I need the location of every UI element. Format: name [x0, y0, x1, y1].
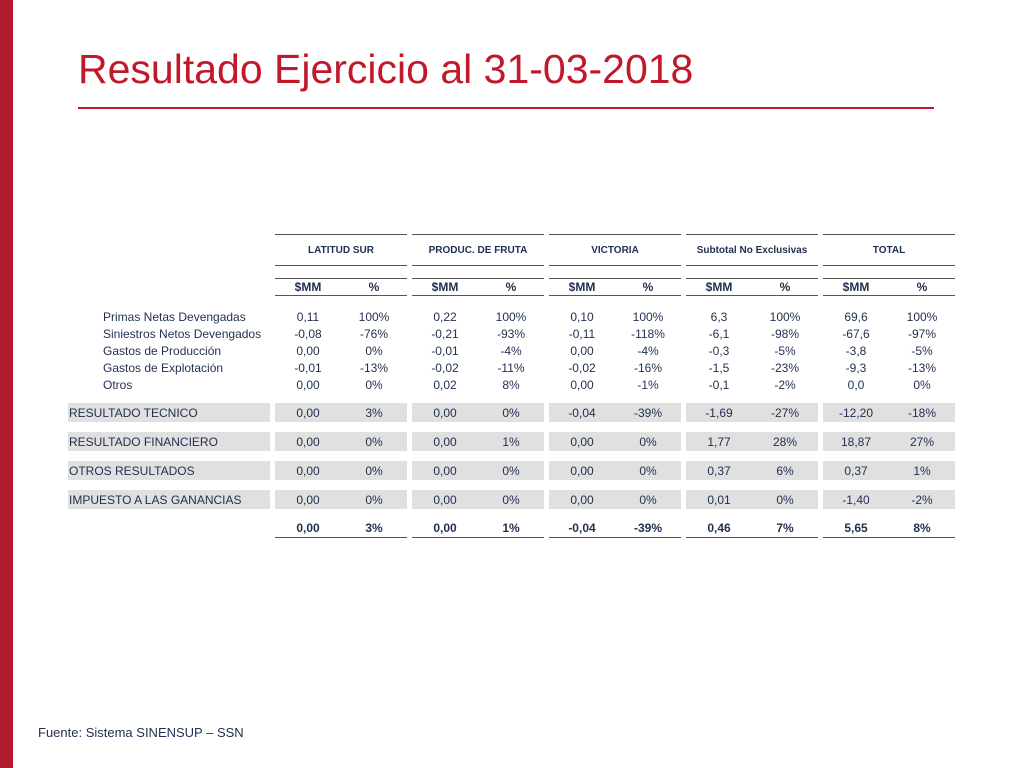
value-pct: 0% — [776, 492, 794, 507]
value-pct: -5% — [911, 343, 933, 358]
value-pct: 100% — [358, 309, 390, 324]
value-pct: -39% — [633, 520, 662, 535]
value-mm: -0,08 — [294, 326, 322, 341]
value-pct: 0% — [639, 492, 657, 507]
value-pct: 3% — [365, 405, 383, 420]
value-mm: 0,22 — [433, 309, 457, 324]
row-label: Gastos de Explotación — [103, 360, 224, 375]
value-mm: 6,3 — [710, 309, 728, 324]
value-pct: -18% — [907, 405, 936, 420]
summary-row — [68, 490, 958, 509]
group-header-victoria: VICTORIA — [549, 234, 681, 266]
value-mm: -0,11 — [568, 326, 596, 341]
value-pct: 0% — [639, 463, 657, 478]
value-mm: 0,00 — [296, 520, 320, 535]
value-pct: 8% — [913, 520, 931, 535]
row-label: Primas Netas Devengadas — [103, 309, 246, 324]
value-mm: 0,00 — [433, 463, 457, 478]
value-mm: 0,11 — [296, 309, 320, 324]
value-mm: 0,46 — [707, 520, 731, 535]
value-mm: 1,77 — [707, 434, 731, 449]
value-pct: 0% — [913, 377, 931, 392]
value-mm: 0,00 — [433, 434, 457, 449]
value-pct: 100% — [495, 309, 527, 324]
value-mm: -1,5 — [708, 360, 730, 375]
unit-pct: % — [916, 280, 928, 294]
detail-row — [68, 325, 958, 342]
value-pct: 28% — [772, 434, 798, 449]
value-mm: -3,8 — [845, 343, 867, 358]
row-label: Gastos de Producción — [103, 343, 222, 358]
row-label — [68, 518, 270, 538]
value-pct: -4% — [637, 343, 659, 358]
value-pct: -76% — [359, 326, 388, 341]
row-label: OTROS RESULTADOS — [68, 461, 270, 480]
value-pct: 0% — [502, 463, 520, 478]
row-label: RESULTADO TECNICO — [68, 403, 270, 422]
value-mm: 0,00 — [296, 405, 320, 420]
value-pct: -98% — [770, 326, 799, 341]
value-mm: 0,00 — [570, 377, 594, 392]
value-mm: 0,00 — [296, 343, 320, 358]
value-mm: 0,00 — [433, 492, 457, 507]
value-mm: 0,01 — [707, 492, 731, 507]
summary-row — [68, 461, 958, 480]
value-mm: 0,00 — [570, 434, 594, 449]
unit-mm: $MM — [705, 280, 733, 294]
value-pct: 0% — [502, 405, 520, 420]
unit-pct: % — [642, 280, 654, 294]
value-pct: 100% — [906, 309, 938, 324]
value-mm: -0,01 — [294, 360, 322, 375]
value-pct: -5% — [774, 343, 796, 358]
title-divider — [78, 107, 934, 109]
value-pct: -13% — [907, 360, 936, 375]
value-mm: 0,00 — [296, 492, 320, 507]
value-mm: -0,04 — [568, 405, 596, 420]
value-pct: -2% — [774, 377, 796, 392]
value-pct: 0% — [365, 377, 383, 392]
detail-row — [68, 308, 958, 325]
value-pct: 0% — [365, 463, 383, 478]
results-table — [68, 234, 958, 538]
value-mm: -0,02 — [431, 360, 459, 375]
value-pct: 100% — [632, 309, 664, 324]
value-pct: 0% — [365, 434, 383, 449]
unit-pct: % — [505, 280, 517, 294]
value-pct: 0% — [365, 343, 383, 358]
unit-mm: $MM — [568, 280, 596, 294]
detail-row — [68, 376, 958, 393]
value-mm: -0,3 — [708, 343, 730, 358]
value-mm: 0,0 — [847, 377, 865, 392]
group-header-subtotal: Subtotal No Exclusivas — [686, 234, 818, 266]
unit-pct: % — [368, 280, 380, 294]
value-mm: 0,00 — [296, 434, 320, 449]
unit-mm: $MM — [842, 280, 870, 294]
value-mm: 18,87 — [840, 434, 872, 449]
group-header-total: TOTAL — [823, 234, 955, 266]
value-mm: -6,1 — [708, 326, 730, 341]
summary-row — [68, 432, 958, 451]
group-header-produc-de-fruta: PRODUC. DE FRUTA — [412, 234, 544, 266]
summary-row — [68, 403, 958, 422]
value-mm: 0,00 — [433, 520, 457, 535]
value-pct: -93% — [496, 326, 525, 341]
value-mm: 0,00 — [570, 492, 594, 507]
value-pct: -23% — [770, 360, 799, 375]
value-mm: -12,20 — [838, 405, 874, 420]
value-mm: 0,00 — [296, 463, 320, 478]
value-pct: 100% — [769, 309, 801, 324]
value-pct: -39% — [633, 405, 662, 420]
unit-pct: % — [779, 280, 791, 294]
value-pct: -118% — [631, 326, 665, 341]
value-pct: -16% — [633, 360, 662, 375]
value-pct: 1% — [913, 463, 931, 478]
value-pct: 3% — [365, 520, 383, 535]
value-mm: 0,00 — [296, 377, 320, 392]
value-pct: -2% — [911, 492, 933, 507]
value-mm: 0,02 — [433, 377, 457, 392]
value-mm: -67,6 — [842, 326, 870, 341]
group-header-latitud-sur: LATITUD SUR — [275, 234, 407, 266]
row-label: Siniestros Netos Devengados — [103, 326, 262, 341]
value-mm: 0,00 — [433, 405, 457, 420]
value-pct: 0% — [639, 434, 657, 449]
value-mm: -0,1 — [708, 377, 730, 392]
value-pct: -4% — [500, 343, 522, 358]
detail-row — [68, 342, 958, 359]
value-pct: -97% — [907, 326, 936, 341]
value-pct: -1% — [637, 377, 659, 392]
value-mm: 5,65 — [844, 520, 868, 535]
value-mm: -0,04 — [568, 520, 596, 535]
value-mm: -1,69 — [705, 405, 733, 420]
value-pct: 27% — [909, 434, 935, 449]
row-label: RESULTADO FINANCIERO — [68, 432, 270, 451]
value-mm: -0,02 — [568, 360, 596, 375]
value-pct: 1% — [502, 520, 520, 535]
source-footer: Fuente: Sistema SINENSUP – SSN — [38, 725, 244, 740]
row-label: IMPUESTO A LAS GANANCIAS — [68, 490, 270, 509]
value-pct: 6% — [776, 463, 794, 478]
value-pct: -11% — [497, 360, 525, 375]
detail-row — [68, 359, 958, 376]
value-pct: -27% — [770, 405, 799, 420]
value-pct: -13% — [359, 360, 388, 375]
unit-mm: $MM — [431, 280, 459, 294]
value-mm: -0,01 — [431, 343, 459, 358]
total-row — [68, 518, 958, 538]
unit-mm: $MM — [294, 280, 322, 294]
value-mm: 0,00 — [570, 343, 594, 358]
value-mm: 0,37 — [844, 463, 868, 478]
value-mm: -1,40 — [842, 492, 870, 507]
units-header-row — [68, 278, 958, 296]
value-pct: 8% — [502, 377, 520, 392]
value-mm: 69,6 — [844, 309, 868, 324]
value-mm: -0,21 — [431, 326, 459, 341]
value-mm: 0,10 — [570, 309, 594, 324]
value-pct: 0% — [365, 492, 383, 507]
value-pct: 7% — [776, 520, 794, 535]
value-pct: 1% — [502, 434, 520, 449]
page-title: Resultado Ejercicio al 31-03-2018 — [78, 46, 694, 92]
value-mm: 0,00 — [570, 463, 594, 478]
left-accent-bar — [0, 0, 13, 768]
row-label: Otros — [103, 377, 133, 392]
value-pct: 0% — [502, 492, 520, 507]
value-mm: -9,3 — [845, 360, 867, 375]
group-header-row — [68, 234, 958, 266]
value-mm: 0,37 — [707, 463, 731, 478]
